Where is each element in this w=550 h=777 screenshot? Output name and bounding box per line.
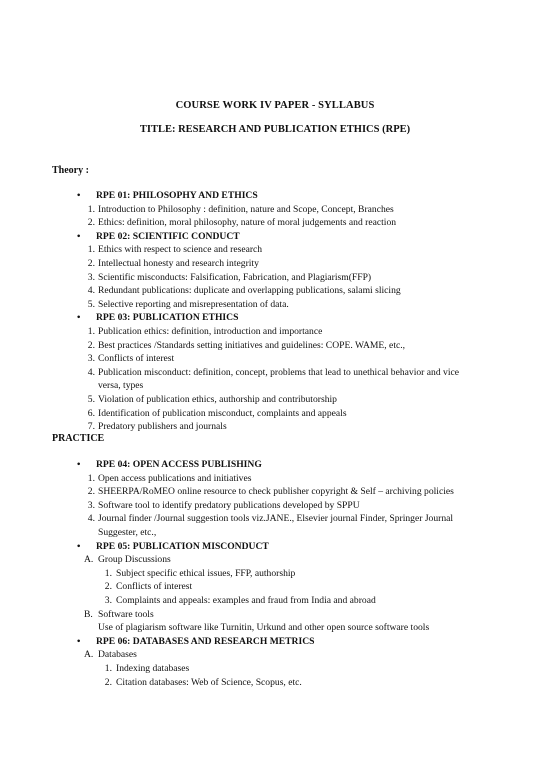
bullet-icon: • xyxy=(77,312,81,324)
list-item: 1. Introduction to Philosophy : definition, nature and Scope, Concept, Branches xyxy=(87,203,394,215)
list-item: 4. Publication misconduct: definition, concept, problems that lead to unethical behavior and vice versa, types xyxy=(87,366,459,392)
list-item: 2. Intellectual honesty and research integrity xyxy=(87,257,259,269)
unit-heading-rpe04 xyxy=(70,458,480,472)
list-item: 4. Redundant publications: duplicate and overlapping publications, salami slicing xyxy=(87,285,401,297)
list-item: 3. Conflicts of interest xyxy=(87,353,175,365)
subsection-heading: A. Group Discussions xyxy=(84,554,171,566)
unit-title: RPE 04: OPEN ACCESS PUBLISHING xyxy=(96,459,262,470)
list-item: 3. Scientific misconducts: Falsification, Fabrication, and Plagiarism(FFP) xyxy=(87,271,372,283)
unit-heading-rpe03 xyxy=(70,311,480,325)
list-item: 1. Subject specific ethical issues, FFP, authorship xyxy=(104,567,296,579)
theory-section xyxy=(70,189,480,434)
unit-heading-rpe02 xyxy=(70,230,480,244)
list-item: 6. Identification of publication misconduct, complaints and appeals xyxy=(87,407,347,419)
unit-heading-rpe01 xyxy=(70,189,480,203)
list-item: 3. Complaints and appeals: examples and fraud from India and abroad xyxy=(104,594,376,606)
subsection-heading: B. Software tools xyxy=(84,608,154,620)
list-item: 2. Citation databases: Web of Science, Scopus, etc. xyxy=(104,676,302,688)
bullet-icon: • xyxy=(77,190,81,201)
list-item: 5. Violation of publication ethics, authorship and contributorship xyxy=(87,393,337,405)
unit-title: RPE 05: PUBLICATION MISCONDUCT xyxy=(96,540,269,552)
list-item: 2. SHEERPA/RoMEO online resource to check publisher copyright & Self – archiving policies xyxy=(87,486,454,498)
list-item: 2. Best practices /Standards setting initiatives and guidelines: COPE. WAME, etc., xyxy=(87,339,406,351)
unit-title: RPE 03: PUBLICATION ETHICS xyxy=(96,312,239,324)
list-item: 1. Ethics with respect to science and research xyxy=(87,244,263,256)
list-item: 2. Conflicts of interest xyxy=(104,581,193,593)
practice-section xyxy=(70,458,480,689)
list-item: 7. Predatory publishers and journals xyxy=(87,421,227,433)
unit-heading-rpe05 xyxy=(70,540,480,554)
subsection-heading: A. Databases xyxy=(84,649,137,661)
bullet-icon: • xyxy=(77,635,81,647)
paragraph: Use of plagiarism software like Turnitin, Urkund and other open source software tools xyxy=(98,622,430,634)
list-item: 1. Open access publications and initiatives xyxy=(87,472,252,484)
document-subtitle: TITLE: RESEARCH AND PUBLICATION ETHICS (RPE) xyxy=(139,124,411,135)
unit-title: RPE 06: DATABASES AND RESEARCH METRICS xyxy=(96,635,315,647)
list-item: 3. Software tool to identify predatory publications developed by SPPU xyxy=(87,499,360,511)
list-item: 1. Publication ethics: definition, introduction and importance xyxy=(87,325,323,337)
list-item: 1. Indexing databases xyxy=(104,662,190,674)
unit-heading-rpe06 xyxy=(70,635,480,649)
practice-heading: PRACTICE xyxy=(52,433,105,444)
list-item: 5. Selective reporting and misrepresentation of data. xyxy=(87,298,289,310)
unit-title: RPE 01: PHILOSOPHY AND ETHICS xyxy=(96,190,258,201)
list-item: 4. Journal finder /Journal suggestion tools viz.JANE., Elsevier journal Finder, Springer Journal Suggester, etc., xyxy=(87,513,454,538)
list-item: 2. Ethics: definition, moral philosophy, nature of moral judgements and reaction xyxy=(87,217,397,229)
document-title: COURSE WORK IV PAPER - SYLLABUS xyxy=(175,100,375,111)
bullet-icon: • xyxy=(77,459,81,470)
theory-heading: Theory : xyxy=(52,165,89,176)
bullet-icon: • xyxy=(77,540,81,552)
bullet-icon: • xyxy=(77,230,81,242)
unit-title: RPE 02: SCIENTIFIC CONDUCT xyxy=(96,230,240,242)
